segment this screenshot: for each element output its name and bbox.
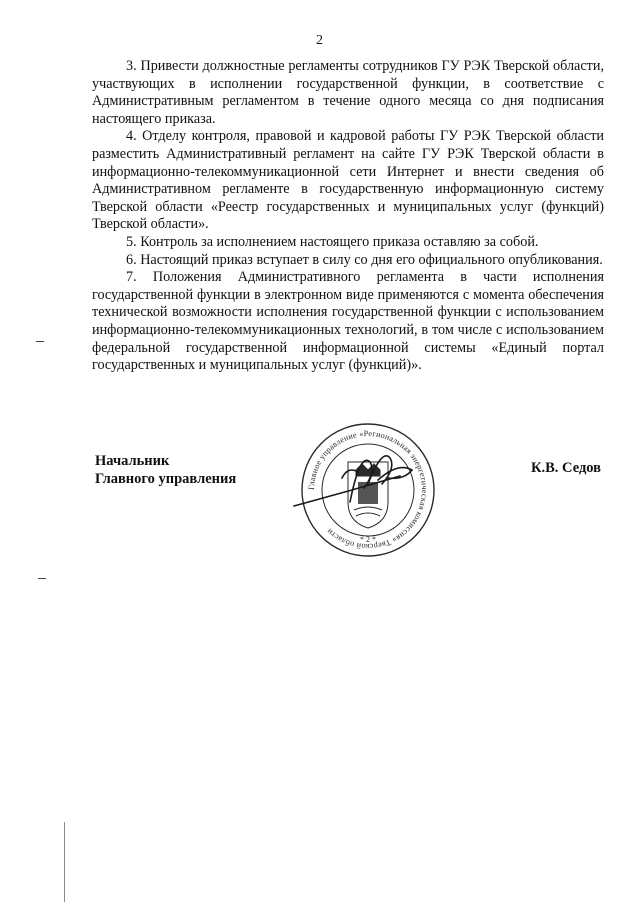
signatory-title-line1: Начальник (95, 453, 170, 469)
paragraph-3: 3. Привести должностные регламенты сотрудников ГУ РЭК Тверской области, участвующих в исполнении государственной функции, в соответствие с Административным регламентом в течение одного месяца со дня подписания настоящего приказа. (92, 58, 604, 127)
signatory-title (95, 452, 236, 488)
scan-edge-line (64, 822, 65, 902)
paragraph-6: 6. Настоящий приказ вступает в силу со дня его официального опубликования. (126, 251, 603, 268)
scan-mark-left-2 (38, 578, 46, 579)
scan-mark-left-1 (36, 341, 44, 342)
paragraph-7: 7. Положения Административного регламента в части исполнения государственной функции в электронном виде применяются с момента обеспечения технической возможности исполнения государственной функции с использованием информационно-телекоммуникационных технологий, в том числе с использованием федеральной государственной информационной системы «Единый портал государственных и муниципальных услуг (функций)». (92, 269, 604, 374)
signatory-title-line2: Главного управления (95, 471, 237, 487)
paragraph-4: 4. Отделу контроля, правовой и кадровой работы ГУ РЭК Тверской области разместить Административный регламент на сайте ГУ РЭК Тверской области в информационно-телекоммуникационной сети Интернет и внести сведения об Административном регламенте в государственную информационную систему Тверской области «Реестр государственных и муниципальных услуг (функций) Тверской области». (92, 128, 604, 233)
page-number: 2 (316, 33, 323, 48)
signatory-name: К.В. Седов (530, 460, 601, 476)
seal-ring-text: Главное управление «Региональная энергетическая комиссия» Тверской области (306, 428, 430, 552)
official-seal (272, 418, 472, 568)
paragraph-5: 5. Контроль за исполнением настоящего приказа оставляю за собой. (126, 233, 539, 250)
document-body (92, 58, 604, 375)
handwritten-signature (294, 456, 412, 506)
coat-of-arms-emblem (348, 462, 388, 528)
seal-number: * 2 * (360, 535, 376, 544)
